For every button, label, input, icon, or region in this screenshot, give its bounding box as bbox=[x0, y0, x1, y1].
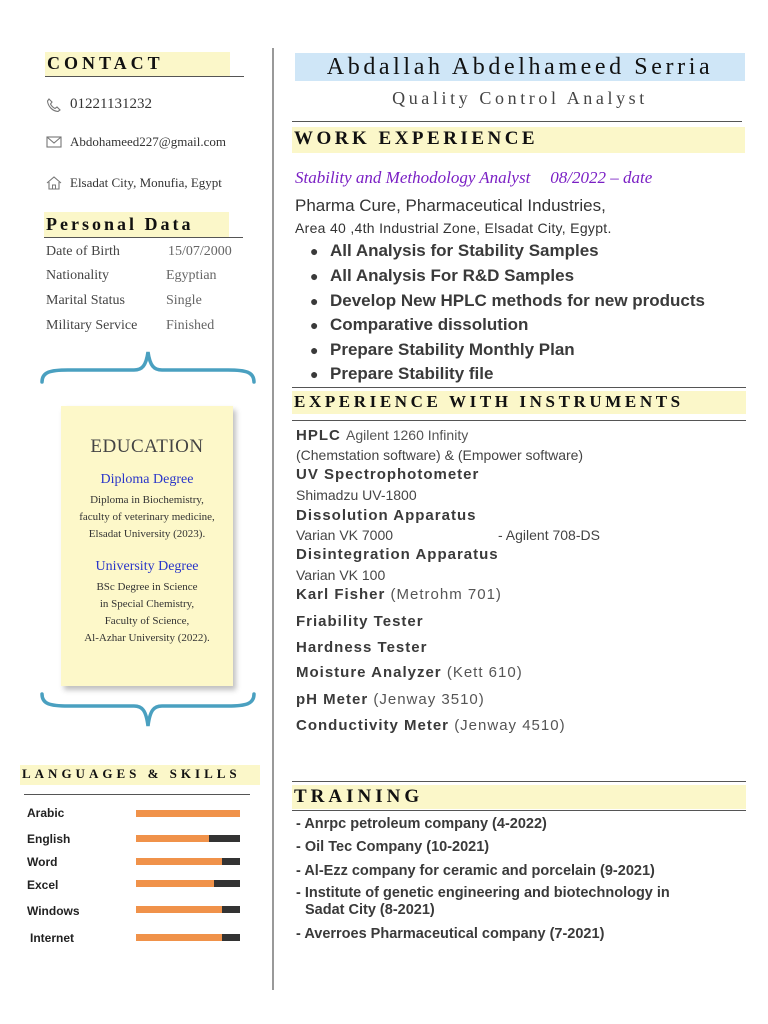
full-name: Abdallah Abdelhameed Serria bbox=[326, 54, 714, 80]
training-item: - Averroes Pharmaceutical company (7-2021) bbox=[296, 926, 605, 942]
personal-data-rule bbox=[44, 237, 243, 238]
skill-label-word: Word bbox=[27, 855, 58, 869]
degree-line: Faculty of Science, bbox=[104, 615, 190, 627]
contact-phone bbox=[46, 96, 152, 113]
personal-data-heading: Personal Data bbox=[44, 212, 229, 237]
skills-rule bbox=[24, 794, 250, 795]
contact-heading: CONTACT bbox=[45, 52, 230, 76]
training-item: - Oil Tec Company (10-2021) bbox=[296, 839, 490, 855]
name-banner bbox=[295, 53, 745, 81]
university-degree-title: University Degree bbox=[95, 559, 199, 574]
home-icon bbox=[46, 176, 62, 190]
instrument-detail: Varian VK 7000 bbox=[296, 527, 394, 543]
instrument-friability: Friability Tester bbox=[296, 613, 424, 630]
skill-label-windows: Windows bbox=[27, 904, 80, 918]
contact-rule bbox=[45, 76, 244, 77]
degree-line: Al-Azhar University (2022). bbox=[84, 632, 210, 644]
skill-label-english: English bbox=[27, 832, 71, 846]
education-card bbox=[61, 406, 233, 686]
duty-item: ● Comparative dissolution bbox=[310, 315, 529, 334]
contact-address bbox=[46, 175, 222, 191]
instrument-hardness: Hardness Tester bbox=[296, 639, 428, 656]
training-item: Sadat City (8-2021) bbox=[305, 902, 435, 918]
email-address: Abdohameed227@gmail.com bbox=[70, 134, 227, 149]
skill-bar-excel bbox=[136, 880, 240, 887]
degree-line: faculty of veterinary medicine, bbox=[79, 511, 215, 523]
instrument-detail: - Agilent 708-DS bbox=[498, 527, 600, 543]
skill-label-internet: Internet bbox=[30, 931, 75, 945]
skill-bar-word bbox=[136, 858, 240, 865]
diploma-degree-title: Diploma Degree bbox=[100, 472, 194, 487]
duty-item: ● All Analysis For R&D Samples bbox=[310, 266, 575, 285]
instrument-karl-fisher: Karl Fisher (Metrohm 701) bbox=[296, 586, 502, 603]
training-heading: TRAINING bbox=[292, 785, 746, 809]
skill-bar-windows bbox=[136, 906, 240, 913]
skills-heading: LANGUAGES & SKILLS bbox=[20, 765, 260, 785]
skill-level-fill bbox=[136, 906, 222, 913]
work-experience-heading: WORK EXPERIENCE bbox=[292, 127, 745, 153]
instrument-detail: Varian VK 100 bbox=[296, 567, 386, 583]
duty-item: ● Develop New HPLC methods for new products bbox=[310, 291, 705, 310]
instrument-ph-meter: pH Meter (Jenway 3510) bbox=[296, 691, 485, 708]
company-name: Pharma Cure, Pharmaceutical Industries, bbox=[295, 196, 606, 215]
phone-icon bbox=[46, 98, 62, 112]
degree-line: BSc Degree in Science bbox=[96, 581, 198, 593]
duty-item: ● All Analysis for Stability Samples bbox=[310, 241, 599, 260]
skill-bar-english bbox=[136, 835, 240, 842]
instrument-detail: Shimadzu UV-1800 bbox=[296, 487, 417, 503]
degree-line: Elsadat University (2023). bbox=[88, 528, 206, 540]
training-item: - Anrpc petroleum company (4-2022) bbox=[296, 816, 547, 832]
work-top-rule bbox=[292, 121, 742, 122]
education-heading: EDUCATION bbox=[90, 436, 204, 457]
training-item: - Institute of genetic engineering and biotechnology in bbox=[296, 885, 670, 901]
email-icon bbox=[46, 136, 62, 148]
bottom-brace-decoration bbox=[38, 690, 258, 730]
column-divider bbox=[272, 48, 274, 990]
skill-level-fill bbox=[136, 810, 240, 817]
instrument-detail: (Chemstation software) & (Empower software) bbox=[296, 447, 584, 463]
instruments-bottom-rule bbox=[292, 420, 746, 421]
job-dates: 08/2022 – date bbox=[550, 168, 653, 187]
skill-bar-internet bbox=[136, 934, 240, 941]
training-top-rule bbox=[292, 781, 746, 782]
top-brace-decoration bbox=[38, 348, 258, 386]
instrument-dissolution: Dissolution Apparatus bbox=[296, 507, 477, 524]
job-title: Stability and Methodology Analyst 08/2022 – date bbox=[295, 168, 653, 187]
degree-line: in Special Chemistry, bbox=[99, 598, 195, 610]
training-item: - Al-Ezz company for ceramic and porcelain (9-2021) bbox=[296, 863, 655, 879]
skill-level-fill bbox=[136, 934, 222, 941]
instrument-conductivity: Conductivity Meter (Jenway 4510) bbox=[296, 717, 566, 734]
instrument-moisture: Moisture Analyzer (Kett 610) bbox=[296, 664, 523, 681]
phone-number: 01221131232 bbox=[70, 96, 152, 112]
training-bottom-rule bbox=[292, 810, 746, 811]
job-position-subtitle: Quality Control Analyst bbox=[392, 88, 648, 108]
skill-level-fill bbox=[136, 858, 222, 865]
contact-email bbox=[46, 134, 226, 150]
degree-line: Diploma in Biochemistry, bbox=[90, 494, 204, 506]
instruments-top-rule bbox=[292, 387, 746, 388]
instruments-heading: EXPERIENCE WITH INSTRUMENTS bbox=[292, 391, 746, 414]
skill-bar-arabic bbox=[136, 810, 240, 817]
instrument-hplc: HPLC Agilent 1260 Infinity bbox=[296, 427, 469, 444]
instrument-uv: UV Spectrophotometer bbox=[296, 466, 480, 483]
duty-item: ● Prepare Stability Monthly Plan bbox=[310, 340, 575, 359]
skill-level-fill bbox=[136, 880, 214, 887]
home-address: Elsadat City, Monufia, Egypt bbox=[70, 175, 222, 190]
instrument-disintegration: Disintegration Apparatus bbox=[296, 546, 499, 563]
company-address: Area 40 ,4th Industrial Zone, Elsadat City, Egypt. bbox=[295, 220, 612, 236]
duty-item: ● Prepare Stability file bbox=[310, 364, 494, 383]
skill-label-excel: Excel bbox=[27, 878, 59, 892]
skill-level-fill bbox=[136, 835, 209, 842]
skill-label-arabic: Arabic bbox=[27, 806, 65, 820]
